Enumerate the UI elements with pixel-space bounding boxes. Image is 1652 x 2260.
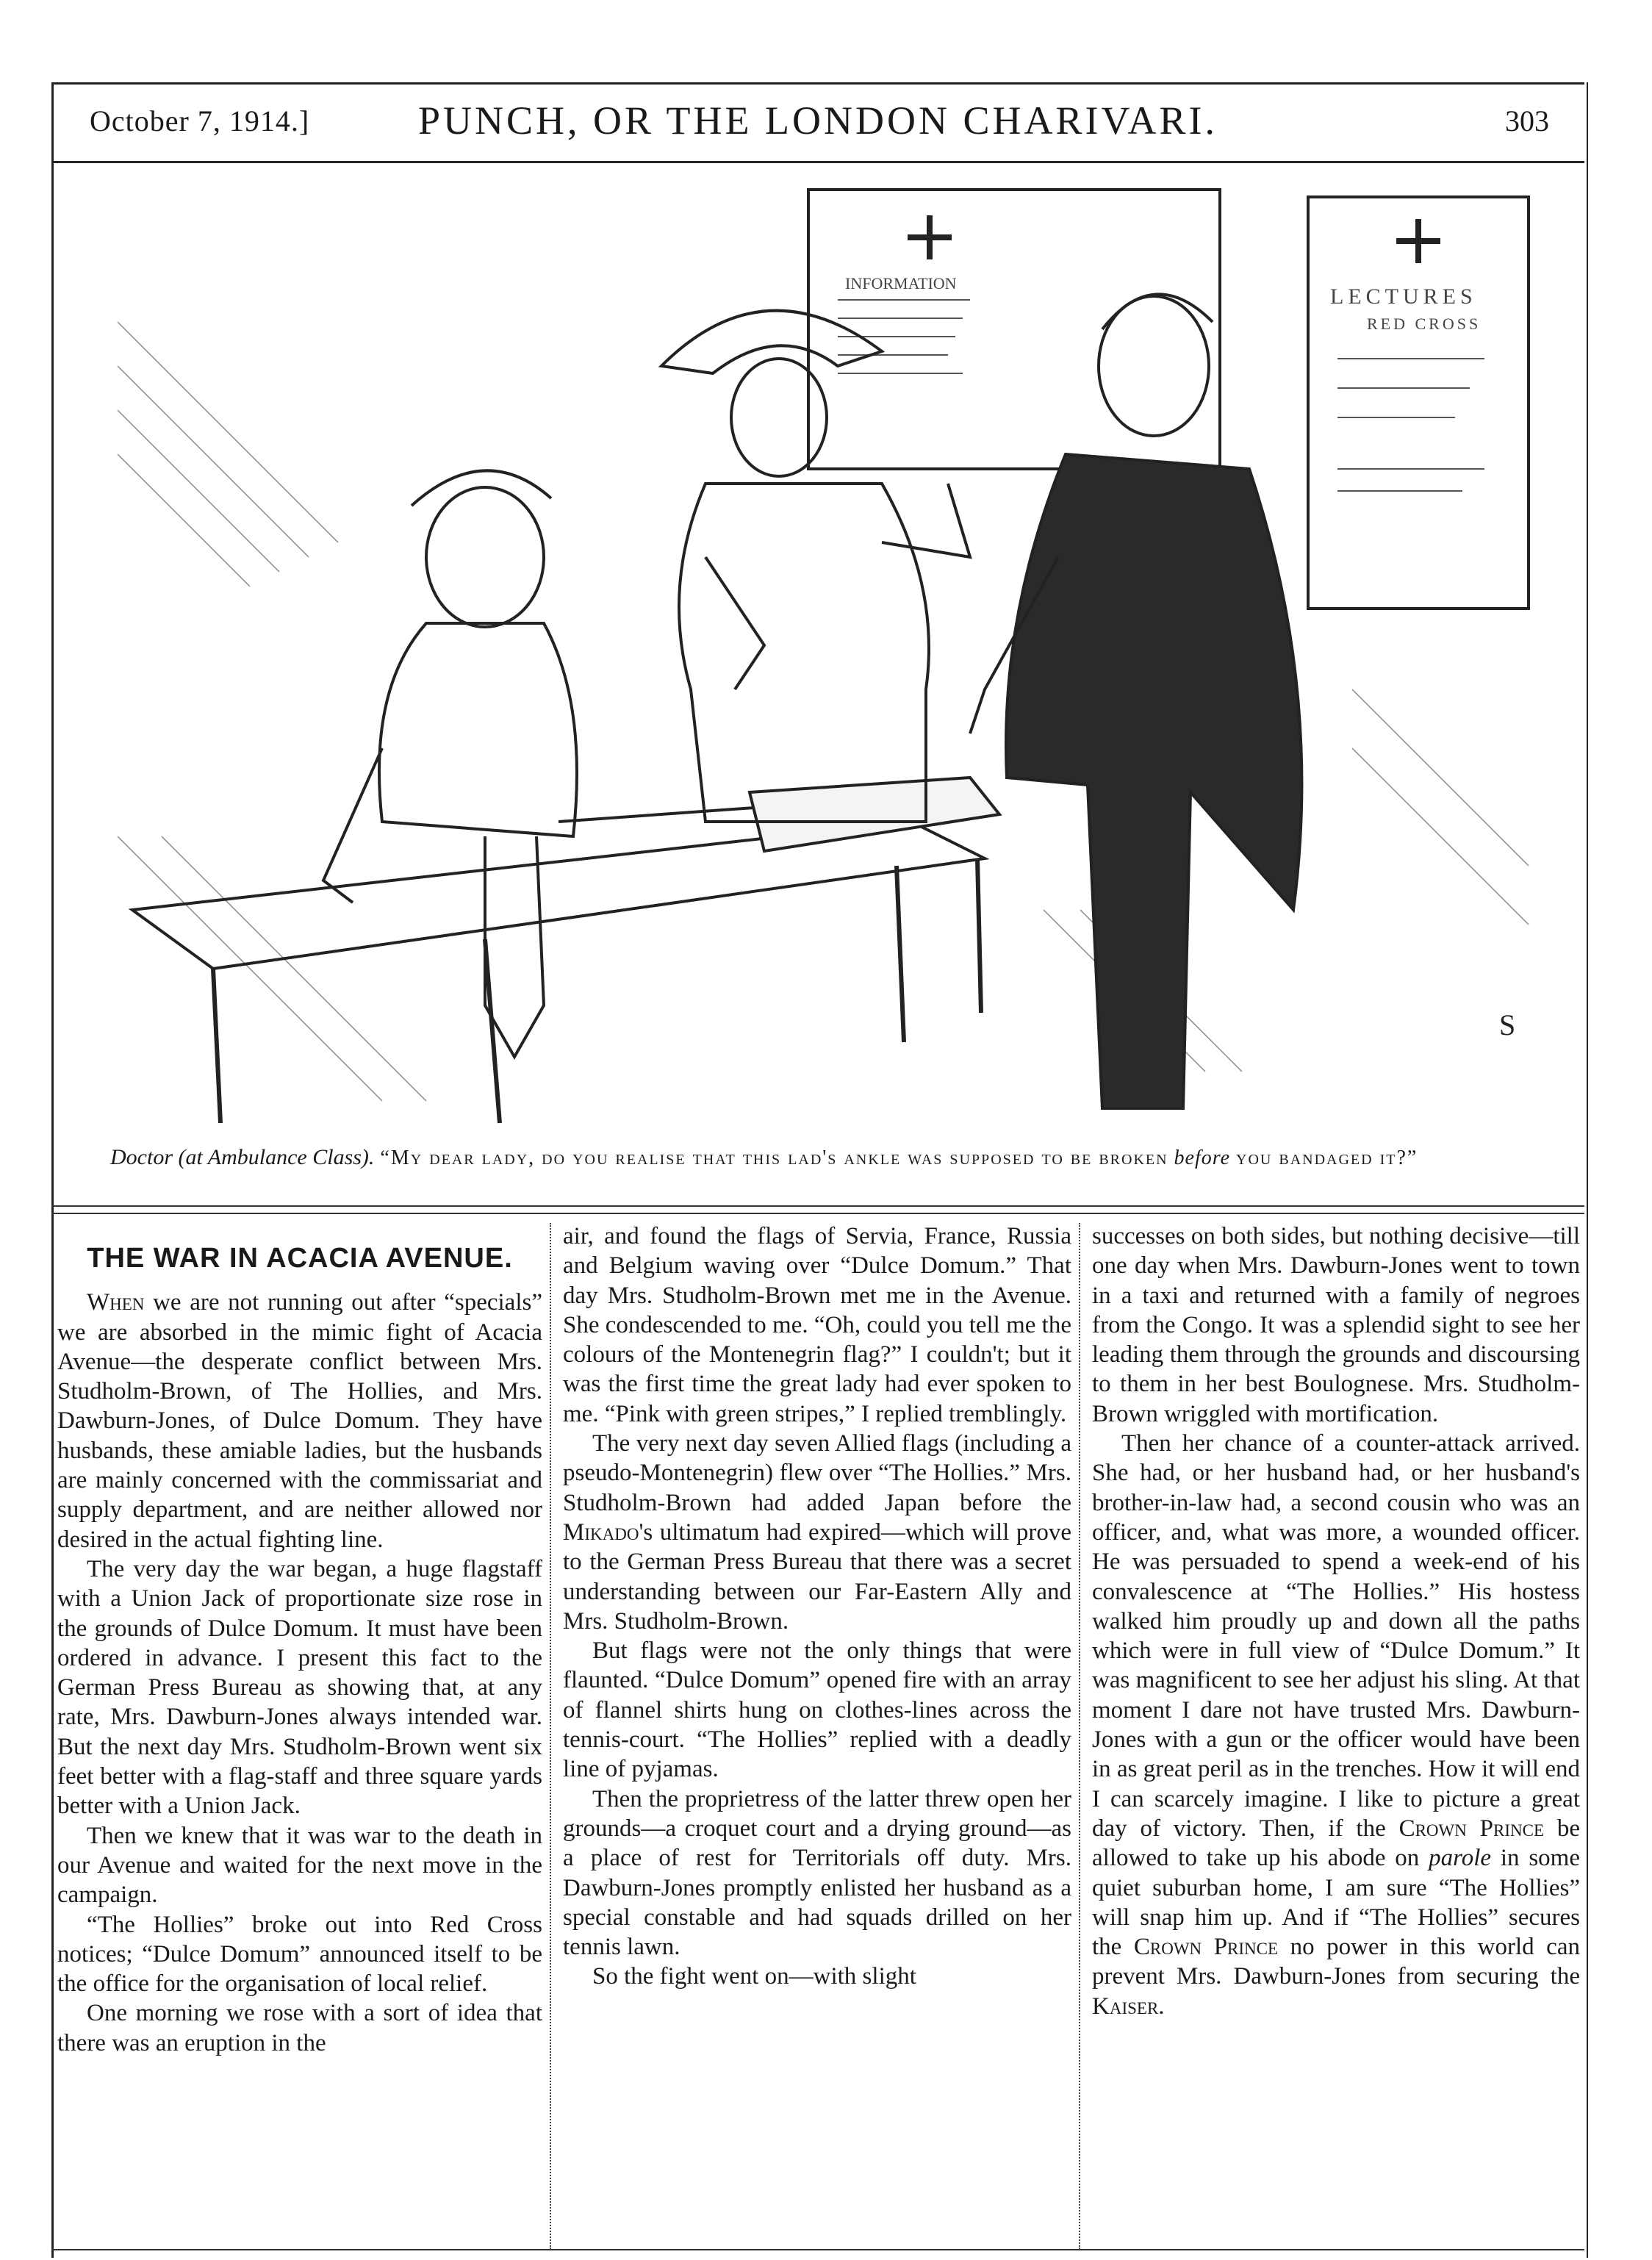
cartoon-caption [110,1145,1580,1171]
paragraph: The very day the war began, a huge flagstaff with a Union Jack of proportionate size rose in the grounds of Dulce Domum. It must have been ordered in advance. I present this fact to the German Press Bureau as showing that, at any rate, Mrs. Dawburn-Jones always intended war. But the next day Mrs. Studholm-Brown went six feet better with a flag-staff and three square yards better with a Union Jack. [57,1555,542,1820]
notice-right-text: LECTURES [1330,284,1477,309]
caption-speaker: Doctor (at Ambulance Class). [110,1145,375,1169]
column-rule-2 [1079,1223,1080,2249]
paragraph: When we are not running out after “specials” we are absorbed in the mimic fight of Acacia Avenue—the desperate conflict between Mrs. Studholm-Brown, of The Hollies, and Mrs. Dawburn-Jones, of Dulce Domum. They have husbands, these amiable ladies, but the husbands are mainly concerned with the commissariat and supply department, and are neither allowed nor desired in the actual fighting line. [57,1289,542,1553]
ambulance-bench [132,822,985,969]
article-headline: THE WAR IN ACACIA AVENUE. [87,1243,513,1274]
doctor-figure [970,294,1301,1108]
caption-quote-2: you bandaged it?” [1236,1147,1418,1169]
masthead-title: PUNCH, OR THE LONDON CHARIVARI. [417,98,1218,143]
red-cross-icon-left [908,215,952,259]
paragraph: So the fight went on—with slight [592,1963,916,1990]
paragraph: successes on both sides, but nothing decisive—till one day when Mrs. Dawburn-Jones went to town in a taxi and returned with a family of negroes from the Congo. It was a splendid sight to see her leading them through the grounds and discoursing to them in her best Boulognese. Mrs. Studholm-Brown wriggled with mortification. [1092,1223,1580,1427]
column-rule-1 [550,1223,551,2249]
notice-right-subtext: RED CROSS [1367,315,1482,333]
cartoon-illustration [103,175,1536,1130]
paragraph: Then we knew that it was war to the death in our Avenue and waited for the next move in the campaign. [57,1822,542,1909]
article-column-2 [563,1222,1071,1992]
page-header [51,82,1584,163]
caption-divider [51,1205,1584,1214]
notice-left-text: INFORMATION [845,274,957,293]
paragraph: Then her chance of a counter-attack arrived. She had, or her husband had, or her husband's brother-in-law had, a second cousin who was an officer, and, what was more, a wounded officer. He was persuaded to spend a week-end of his convalescence at “The Hollies.” His hostess walked him proudly up and down all the paths which were in full view of “Dulce Domum.” It was magnificent to see her adjust his sling. At that moment I dare not have trusted Mrs. Dawburn-Jones with a gun or the officer would have been in as great peril as in the trenches. How it will end I can scarcely imagine. I like to picture a great day of victory. Then, if the Crown Prince be allowed to take up his abode on parole in some quiet suburban home, I am sure “The Hollies” will snap him up. And if “The Hollies” secures the Crown Prince no power in this world can prevent Mrs. Dawburn-Jones from securing the Kaiser. [1092,1430,1581,2020]
caption-quote-1: “My dear lady, do you realise that this lad's ankle was supposed to be broken [380,1147,1168,1169]
caption-quote-emphasis: before [1174,1147,1231,1169]
paragraph: But flags were not the only things that were flaunted. “Dulce Domum” opened fire with an array of flannel shirts hung on clothes-lines across the tennis-court. “The Hollies” replied with a deadly line of pyjamas. [563,1637,1071,1783]
page-bottom-rule [51,2249,1584,2250]
issue-date: October 7, 1914.] [90,104,310,137]
article-column-1 [57,1222,542,2058]
paragraph: The very next day seven Allied flags (including a pseudo-Montenegrin) flew over “The Hollies.” Mrs. Studholm-Brown had added Japan before the Mikado's ultimatum had expired—which will prove to the German Press Bureau that there was a secret understanding between our Far-Eastern Ally and Mrs. Studholm-Brown. [563,1430,1071,1635]
red-cross-icon-right [1396,219,1440,263]
paragraph: air, and found the flags of Servia, France, Russia and Belgium waving over “Dulce Domum.” That day Mrs. Studholm-Brown met me in the Avenue. She condescended to me. “Oh, could you tell me the colours of the Montenegrin flag?” I couldn't; but it was the first time the great lady had ever spoken to me. “Pink with green stripes,” I replied tremblingly. [563,1223,1071,1427]
paragraph: “The Hollies” broke out into Red Cross notices; “Dulce Domum” announced itself to be the office for the organisation of local relief. [57,1911,542,1998]
paragraph: One morning we rose with a sort of idea that there was an eruption in the [57,2000,542,2056]
page-number: 303 [1505,104,1549,137]
lady-figure [661,311,970,822]
artist-signature: S [1499,1008,1516,1041]
notice-board-left [808,190,1220,469]
paragraph: Then the proprietress of the latter threw open her grounds—a croquet court and a drying ground—as a place of rest for Territorials off duty. Mrs. Dawburn-Jones promptly enlisted her husband as a special constable and had squads drilled on her tennis lawn. [563,1785,1071,1961]
article-column-3 [1092,1222,1580,2021]
boy-figure [323,470,838,1057]
bandaged-ankle [750,778,999,851]
